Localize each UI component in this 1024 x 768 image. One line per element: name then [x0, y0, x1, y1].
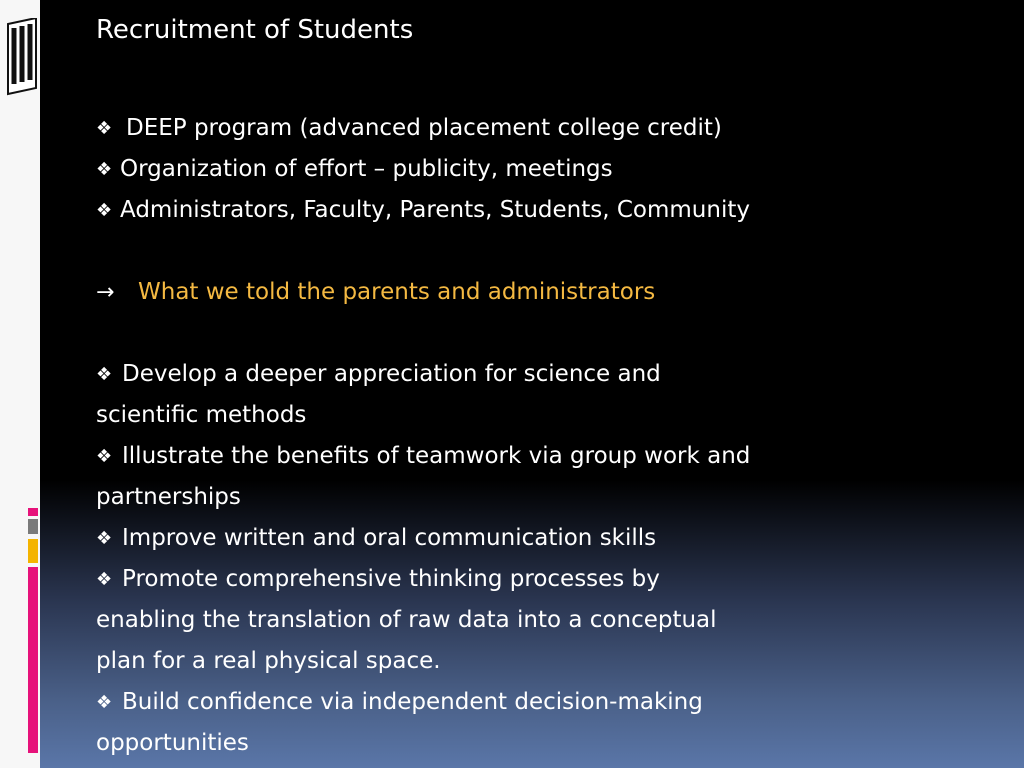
diamond-bullet-icon: ❖ [96, 528, 113, 549]
diamond-bullet-icon: ❖ [96, 446, 113, 467]
list-item-text: Promote comprehensive thinking processes by [122, 566, 660, 592]
accent-bar-gray [28, 519, 38, 534]
diamond-bullet-icon: ❖ [96, 569, 113, 590]
diamond-bullet-icon: ❖ [96, 692, 113, 713]
list-item-text: Organization of effort – publicity, meetings [120, 156, 613, 182]
list-item [96, 354, 661, 395]
list-item-text: Administrators, Faculty, Parents, Students, Community [120, 197, 750, 223]
list-item [96, 108, 722, 149]
list-item-text: Improve written and oral communication skills [122, 525, 657, 551]
list-item [96, 559, 660, 600]
subheading-text: What we told the parents and administrators [138, 279, 656, 305]
list-item [96, 436, 750, 477]
right-arrow-icon: → [96, 280, 115, 305]
list-item [96, 682, 703, 723]
list-item-continuation: opportunities [96, 730, 249, 756]
list-item-continuation: scientific methods [96, 402, 307, 428]
list-item [96, 518, 656, 559]
diamond-bullet-icon: ❖ [96, 159, 113, 180]
left-decorative-panel [0, 0, 40, 768]
list-item-text: DEEP program (advanced placement college credit) [126, 115, 722, 141]
diamond-bullet-icon: ❖ [96, 200, 113, 221]
file-cabinet-icon [6, 18, 38, 96]
slide-title: Recruitment of Students [96, 15, 414, 45]
list-item-text: Illustrate the benefits of teamwork via group work and [122, 443, 751, 469]
accent-bar-pink-small [28, 508, 38, 516]
list-item-continuation: partnerships [96, 484, 241, 510]
list-item-text: Develop a deeper appreciation for science and [122, 361, 661, 387]
list-item-text: Build confidence via independent decision-making [122, 689, 703, 715]
accent-bar-yellow [28, 539, 38, 563]
subheading [96, 272, 655, 313]
accent-bar-pink-tall [28, 567, 38, 753]
list-item-continuation: plan for a real physical space. [96, 648, 441, 674]
diamond-bullet-icon: ❖ [96, 118, 113, 139]
diamond-bullet-icon: ❖ [96, 364, 113, 385]
list-item [96, 190, 750, 231]
list-item-continuation: enabling the translation of raw data into a conceptual [96, 607, 717, 633]
list-item [96, 149, 613, 190]
